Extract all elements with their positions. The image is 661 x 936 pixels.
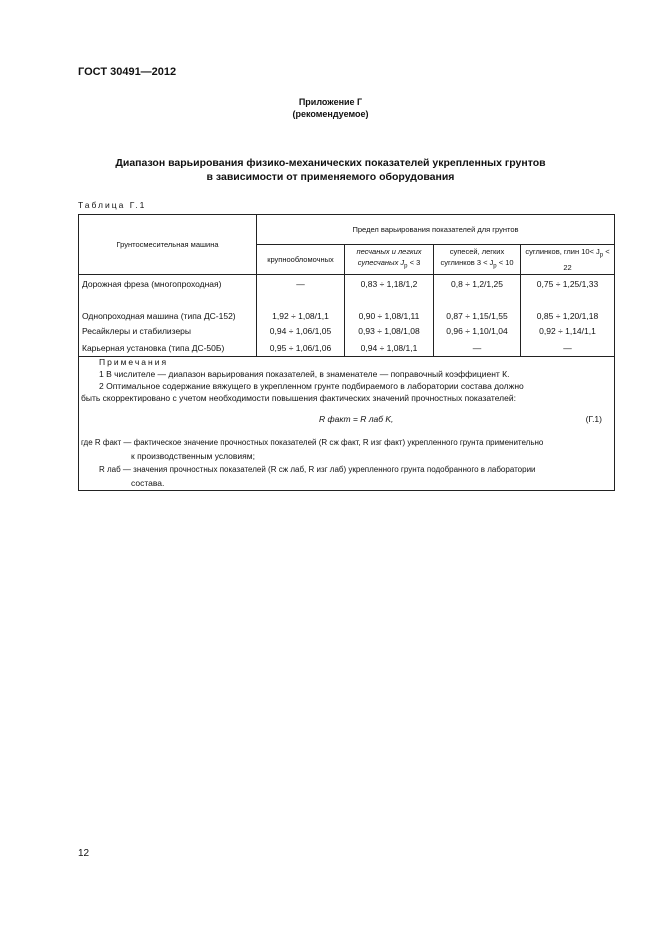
- appendix-heading: [0, 96, 661, 120]
- title-line: в зависимости от применяемого оборудования: [206, 171, 455, 183]
- table-label: Таблица Г.1: [78, 200, 147, 210]
- value-cell: 0,75 ÷ 1,25/1,33: [521, 275, 615, 293]
- value-cell: 0,96 ÷ 1,10/1,04: [434, 322, 521, 339]
- value-cell: —: [434, 339, 521, 357]
- column-header: крупнообломочных: [257, 245, 345, 275]
- appendix-title: Приложение Г: [298, 97, 363, 107]
- where-line: состава.: [131, 478, 165, 488]
- machine-name-cell: Карьерная установка (типа ДС-50Б): [79, 339, 257, 357]
- notes-box: [78, 353, 615, 491]
- note-1: 1 В числителе — диапазон варьирования показателей, в знаменателе — поправочный коэффициент К.: [99, 369, 510, 379]
- column-header: Грунтосмесительная машина: [79, 215, 257, 275]
- title-line: Диапазон варьирования физико-механических показателей укрепленных грунтов: [115, 157, 546, 169]
- column-header: суглинков, глин $10< J_p < 22$: [521, 245, 615, 275]
- table-row: [79, 322, 615, 339]
- where-line: где R факт — фактическое значение прочностных показателей (R сж факт, R изг факт) укрепленного грунта применительно: [81, 438, 544, 447]
- value-cell: 0,93 ÷ 1,08/1,08: [345, 322, 434, 339]
- page-number: 12: [78, 848, 90, 859]
- appendix-note: (рекомендуемое): [292, 109, 369, 119]
- notes-heading: Примечания: [99, 357, 169, 367]
- machine-name-cell: Однопроходная машина (типа ДС-152): [79, 292, 257, 322]
- section-title: [0, 156, 661, 184]
- value-cell: 0,83 ÷ 1,18/1,2: [345, 275, 434, 293]
- value-cell: 0,87 ÷ 1,15/1,55: [434, 292, 521, 322]
- value-cell: 0,95 ÷ 1,06/1,06: [257, 339, 345, 357]
- document-header: ГОСТ 30491—2012: [78, 66, 177, 78]
- value-cell: 0,85 ÷ 1,20/1,18: [521, 292, 615, 322]
- table-row: [79, 292, 615, 322]
- note-2-cont: быть скорректировано с учетом необходимости повышения фактических значений прочностных показателей:: [81, 393, 516, 403]
- value-cell: —: [521, 339, 615, 357]
- value-cell: 0,92 ÷ 1,14/1,1: [521, 322, 615, 339]
- value-cell: 0,94 ÷ 1,08/1,1: [345, 339, 434, 357]
- value-cell: 0,8 ÷ 1,2/1,25: [434, 275, 521, 293]
- formula-number: (Г.1): [585, 414, 602, 424]
- formula: R факт = R лаб K,: [319, 414, 394, 424]
- machine-name-cell: Ресайклеры и стабилизеры: [79, 322, 257, 339]
- group-header: Предел варьирования показателей для грунтов: [257, 215, 615, 245]
- value-cell: 1,92 ÷ 1,08/1,1: [257, 292, 345, 322]
- note-2: 2 Оптимальное содержание вяжущего в укрепленном грунте подбираемого в лаборатории состава должно: [99, 381, 524, 391]
- value-cell: 0,94 ÷ 1,06/1,05: [257, 322, 345, 339]
- value-cell: 0,90 ÷ 1,08/1,11: [345, 292, 434, 322]
- machine-name-cell: Дорожная фреза (многопроходная): [79, 275, 257, 293]
- value-cell: —: [257, 275, 345, 293]
- table-row: [79, 275, 615, 293]
- where-line: R лаб — значения прочностных показателей (R сж лаб, R изг лаб) укрепленного грунта подобранного в лаборатории: [99, 465, 536, 474]
- where-line: к производственным условиям;: [131, 451, 255, 461]
- column-header: песчаных и легких супесчаных $J_p < 3$: [345, 245, 434, 275]
- column-header: супесей, легких суглинков $3 < J_p < 10$: [434, 245, 521, 275]
- data-table: [78, 214, 615, 357]
